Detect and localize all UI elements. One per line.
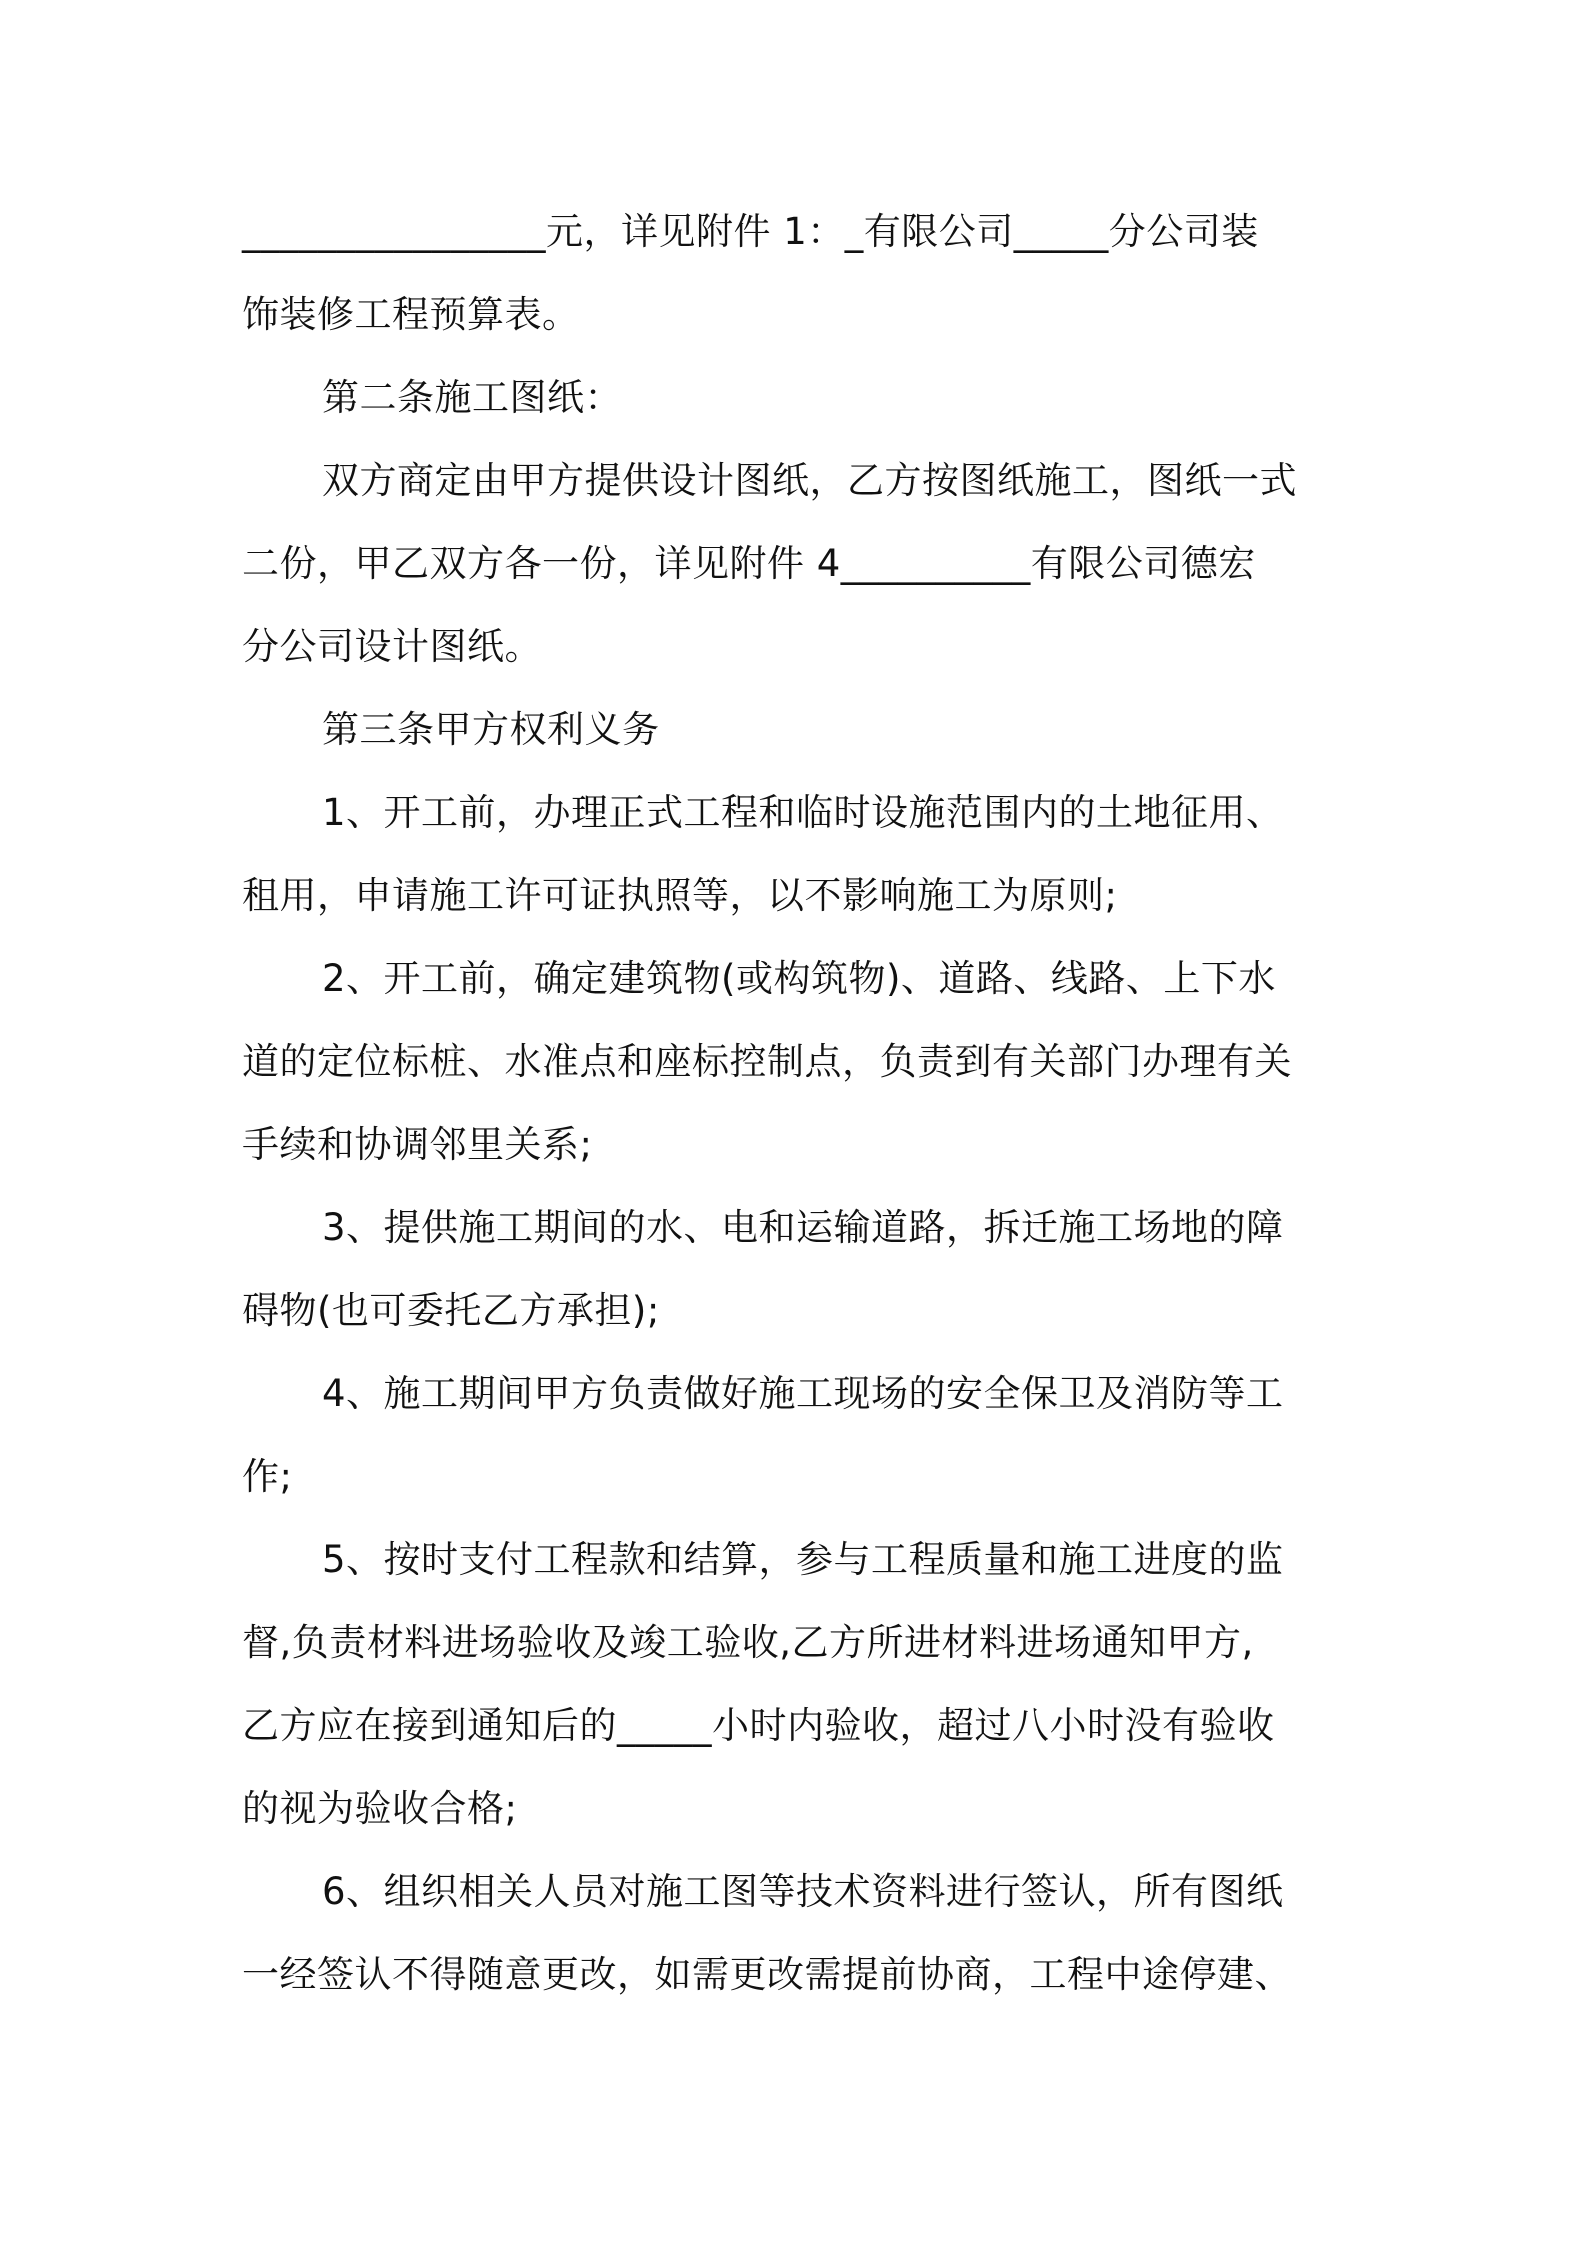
text-line-6: 分公司设计图纸。 <box>242 625 542 668</box>
list-item-2-line-2: 道的定位标桩、水准点和座标控制点，负责到有关部门办理有关 <box>242 1040 1292 1083</box>
list-item-3-line-1: 3、提供施工期间的水、电和运输道路，拆迁施工场地的障 <box>322 1206 1284 1249</box>
list-item-4-line-2: 作; <box>242 1455 293 1498</box>
text-line-4: 双方商定由甲方提供设计图纸，乙方按图纸施工，图纸一式 <box>322 459 1297 502</box>
section-heading-article-3: 第三条甲方权利义务 <box>322 708 660 751</box>
list-item-6-line-2: 一经签认不得随意更改，如需更改需提前协商，工程中途停建、 <box>242 1953 1292 1996</box>
text-line-5: 二份，甲乙双方各一份，详见附件 4__________有限公司德宏 <box>242 542 1256 585</box>
list-item-1-line-2: 租用，申请施工许可证执照等，以不影响施工为原则; <box>242 874 1118 917</box>
text-line-1: ________________元，详见附件 1：_有限公司_____分公司装 <box>242 210 1259 253</box>
list-item-2-line-1: 2、开工前，确定建筑物(或构筑物)、道路、线路、上下水 <box>322 957 1276 1000</box>
list-item-5-line-1: 5、按时支付工程款和结算，参与工程质量和施工进度的监 <box>322 1538 1284 1581</box>
list-item-1-line-1: 1、开工前，办理正式工程和临时设施范围内的土地征用、 <box>322 791 1284 834</box>
list-item-2-line-3: 手续和协调邻里关系; <box>242 1123 593 1166</box>
list-item-5-line-4: 的视为验收合格; <box>242 1787 518 1830</box>
list-item-6-line-1: 6、组织相关人员对施工图等技术资料进行签认，所有图纸 <box>322 1870 1284 1913</box>
list-item-4-line-1: 4、施工期间甲方负责做好施工现场的安全保卫及消防等工 <box>322 1372 1284 1415</box>
text-line-2: 饰装修工程预算表。 <box>242 293 580 336</box>
document-body <box>242 190 1360 2016</box>
list-item-5-line-2: 督,负责材料进场验收及竣工验收,乙方所进材料进场通知甲方, <box>242 1621 1254 1664</box>
list-item-3-line-2: 碍物(也可委托乙方承担); <box>242 1289 660 1332</box>
list-item-5-line-3: 乙方应在接到通知后的_____小时内验收，超过八小时没有验收 <box>242 1704 1275 1747</box>
section-heading-article-2: 第二条施工图纸： <box>322 376 622 419</box>
